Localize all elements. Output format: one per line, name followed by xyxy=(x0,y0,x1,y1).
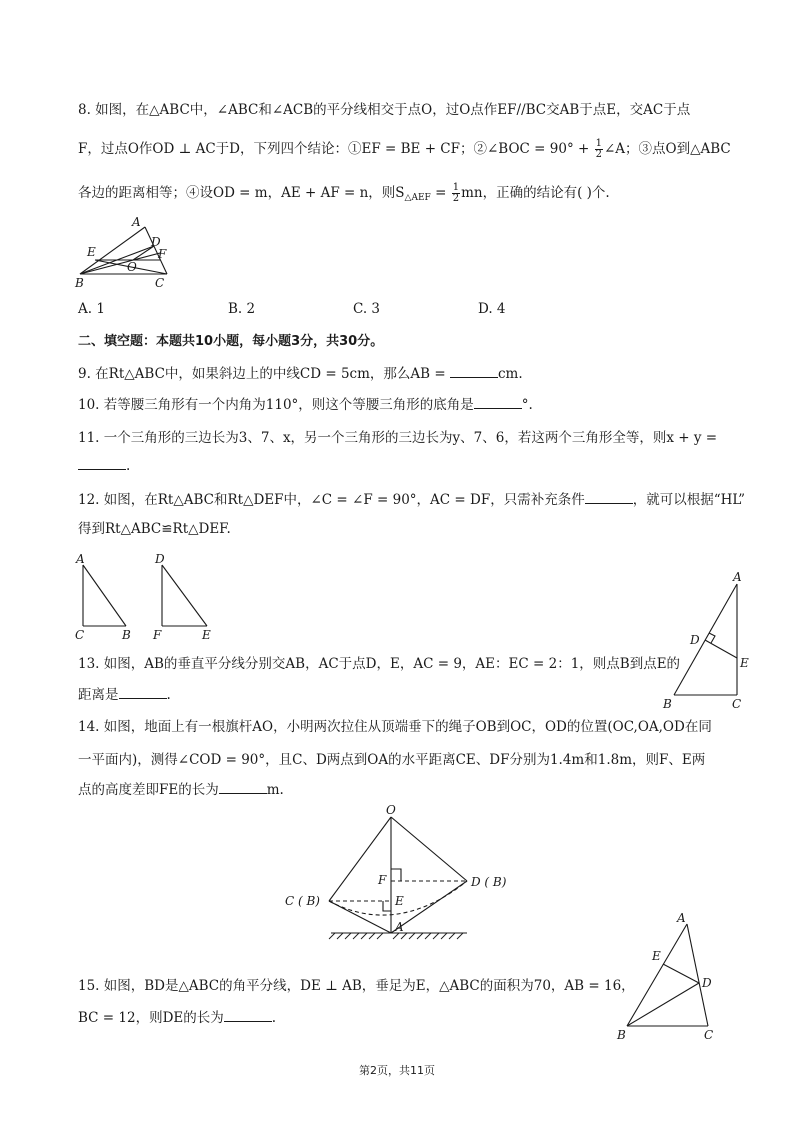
q14-label-e: E xyxy=(395,894,404,908)
q15-line1: 15. 如图，BD是△ABC的角平分线，DE ⊥ AB，垂足为E，△ABC的面积为70，AB = 16， xyxy=(78,978,635,994)
q8-figure xyxy=(75,215,175,290)
q12-line1 xyxy=(78,491,745,509)
q13-label-a: A xyxy=(733,570,742,584)
page-number-footer: 第2页，共11页 xyxy=(359,1064,435,1077)
q11-line1: 11. 一个三角形的三边长为3、7、x，另一个三角形的三边长为y、7、6，若这两个三角形全等，则x + y = xyxy=(78,430,718,446)
q12-label-e: E xyxy=(202,628,211,642)
q14-text-a: 点的高度差即FE的长为 xyxy=(78,782,219,798)
q12-label-a: A xyxy=(76,552,85,566)
q8-label-d: D xyxy=(151,235,161,249)
q12-text-a: 12. 如图，在Rt△ABC和Rt△DEF中，∠C = ∠F = 90°，AC = DF，只需补充条件 xyxy=(78,492,585,508)
q8-frac-num: 1 xyxy=(595,138,602,149)
q9-answer-blank xyxy=(450,365,498,378)
q12-label-f: F xyxy=(153,628,162,642)
q13-figure xyxy=(660,570,750,710)
q12-answer-blank xyxy=(585,491,633,504)
q13-label-b: B xyxy=(663,697,672,711)
q14-line2: 一平面内)，测得∠COD = 90°，且C、D两点到OA的水平距离CE、DF分别为1.4m和1.8m，则F、E两 xyxy=(78,752,706,768)
q15-label-b: B xyxy=(617,1028,626,1042)
q15-label-d: D xyxy=(702,976,712,990)
q12-label-c: C xyxy=(75,628,85,642)
q8-label-c: C xyxy=(155,276,165,290)
q15-text-a: BC = 12，则DE的长为 xyxy=(78,1010,224,1026)
q8-line2-text-a: F，过点O作OD ⊥ AC于D，下列四个结论：①EF = BE + CF；②∠BOC = 90° + xyxy=(78,141,594,157)
q8-line3-text-c: mn，正确的结论有( )个. xyxy=(461,185,610,201)
q12-label-b: B xyxy=(122,628,131,642)
q8-label-a: A xyxy=(132,215,141,229)
q9-text-b: cm. xyxy=(497,366,523,382)
q8-line2-fraction xyxy=(595,139,603,160)
q13-text-a: 距离是 xyxy=(78,687,119,703)
q8-label-b: B xyxy=(75,276,84,290)
q15-label-e: E xyxy=(652,949,661,963)
q8-line3-subscript: △AEF xyxy=(404,193,431,203)
q10-text-b: °. xyxy=(521,397,533,413)
q15-figure xyxy=(615,910,725,1045)
section-title-fill-in: 二、填空题：本题共10小题，每小题3分，共30分。 xyxy=(78,334,384,349)
q8-line3-text-a: 各边的距离相等；④设OD = m，AE + AF = n，则S xyxy=(78,185,405,201)
q8-frac2-den: 2 xyxy=(452,193,460,204)
q8-frac-den: 2 xyxy=(595,149,602,160)
q8-label-e: E xyxy=(87,245,96,259)
q11-answer-blank xyxy=(78,457,126,470)
q12-figure-abc xyxy=(74,552,144,642)
q8-line2 xyxy=(78,139,731,160)
q11-line2 xyxy=(78,457,130,475)
q14-label-d-b: D ( B) xyxy=(471,875,507,889)
q10 xyxy=(78,396,533,414)
q8-option-c: C. 3 xyxy=(353,301,381,317)
q14-label-c-b: C ( B) xyxy=(285,894,320,908)
q8-line2-text-b: ∠A；③点O到△ABC xyxy=(603,141,731,157)
q8-line3 xyxy=(78,183,610,207)
q10-answer-blank xyxy=(474,396,522,409)
q8-line3-fraction xyxy=(452,183,460,204)
q13-label-e: E xyxy=(740,656,749,670)
q8-line1: 8. 如图，在△ABC中，∠ABC和∠ACB的平分线相交于点O，过O点作EF//BC交AB于点E，交AC于点 xyxy=(78,102,691,118)
q13-answer-blank xyxy=(119,686,167,699)
q15-label-a: A xyxy=(677,911,686,925)
q15-line2 xyxy=(78,1009,276,1027)
q8-option-b: B. 2 xyxy=(228,301,256,317)
q12-text-b: ，就可以根据“HL” xyxy=(632,492,746,508)
q13-label-c: C xyxy=(732,697,742,711)
q8-option-d: D. 4 xyxy=(478,301,506,317)
q12-label-d: D xyxy=(155,552,165,566)
q14-label-f: F xyxy=(378,873,387,887)
q14-answer-blank xyxy=(219,781,267,794)
q13-line1: 13. 如图，AB的垂直平分线分别交AB，AC于点D，E，AC = 9，AE：EC = 2：1，则点B到点E的 xyxy=(78,656,681,672)
q10-text-a: 10. 若等腰三角形有一个内角为110°，则这个等腰三角形的底角是 xyxy=(78,397,474,413)
q14-text-b: m. xyxy=(266,782,284,798)
q14-label-o: O xyxy=(386,803,396,817)
q14-label-a: A xyxy=(395,920,404,934)
q13-label-d: D xyxy=(690,633,700,647)
q8-label-o: O xyxy=(127,260,137,274)
q13-text-b: . xyxy=(166,687,171,703)
q8-label-f: F xyxy=(158,247,167,261)
q14-figure xyxy=(285,805,525,945)
q12-figure-def xyxy=(152,552,232,642)
q8-option-a: A. 1 xyxy=(78,301,105,317)
q15-text-b: . xyxy=(271,1010,277,1026)
q14-line1: 14. 如图，地面上有一根旗杆AO，小明两次拉住从顶端垂下的绳子OB到OC，OD的位置(OC,OA,OD在同 xyxy=(78,719,712,735)
q12-line2: 得到Rt△ABC≌Rt△DEF. xyxy=(78,521,231,537)
q15-label-c: C xyxy=(704,1028,714,1042)
q15-answer-blank xyxy=(224,1009,272,1022)
q11-text-b: . xyxy=(126,458,131,474)
q8-line3-text-b: = xyxy=(430,185,451,201)
q13-line2 xyxy=(78,686,171,704)
q9-text-a: 9. 在Rt△ABC中，如果斜边上的中线CD = 5cm，那么AB = xyxy=(78,366,450,382)
q14-line3 xyxy=(78,781,284,799)
q8-frac2-num: 1 xyxy=(452,182,460,193)
q9 xyxy=(78,365,523,383)
